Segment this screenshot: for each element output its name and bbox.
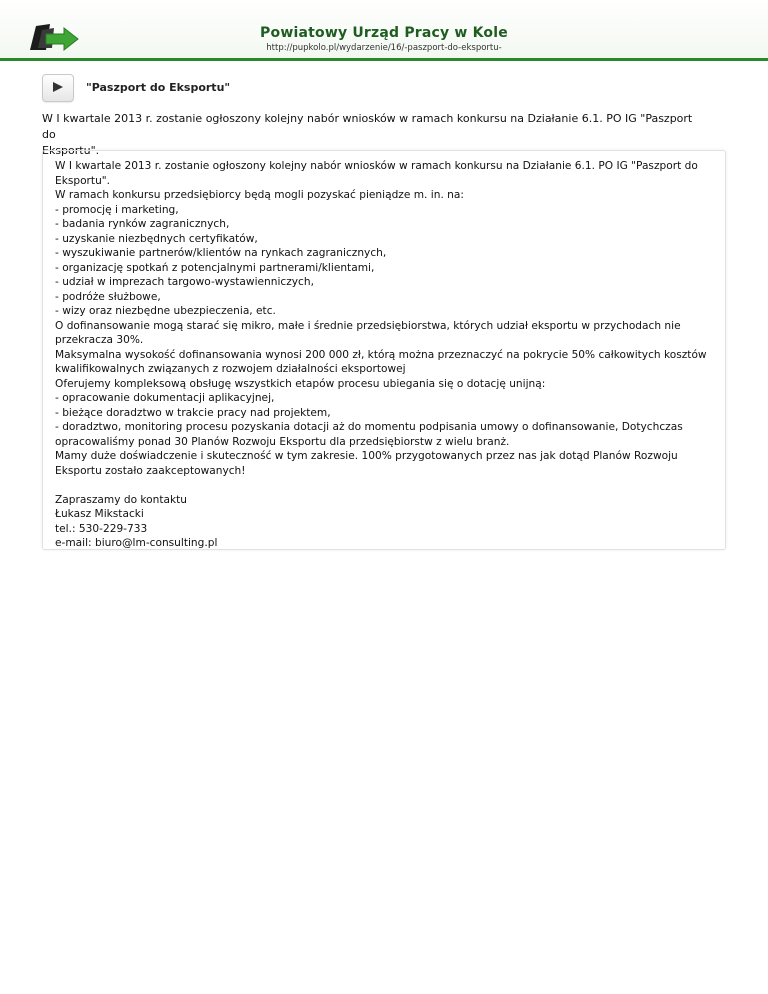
body-line: - doradztwo, monitoring procesu pozyskania dotacji aż do momentu podpisania umowy o dofinansowanie, Dotychczas bbox=[55, 421, 683, 433]
body-line: - udział w imprezach targowo-wystawienniczych, bbox=[55, 276, 314, 288]
body-line: - promocję i marketing, bbox=[55, 203, 179, 216]
body-line: kwalifikowalnych związanych z rozwojem działalności eksportowej bbox=[55, 363, 406, 375]
body-line: - wizy oraz niezbędne ubezpieczenia, etc. bbox=[55, 305, 276, 317]
body-line: - bieżące doradztwo w trakcie pracy nad projektem, bbox=[55, 406, 331, 419]
body-line: przekracza 30%. bbox=[55, 334, 144, 346]
body-line: - podróże służbowe, bbox=[55, 290, 161, 303]
body-line: - badania rynków zagranicznych, bbox=[55, 218, 230, 230]
body-line: Mamy duże doświadczenie i skuteczność w tym zakresie. 100% przygotowanych przez nas jak dotąd Planów Rozwoju bbox=[55, 450, 678, 462]
paragraph-spacer bbox=[55, 478, 713, 493]
body-line: W I kwartale 2013 r. zostanie ogłoszony kolejny nabór wniosków w ramach konkursu na Działanie 6.1. PO IG "Paszport do bbox=[55, 160, 698, 172]
play-arrow-icon bbox=[52, 81, 64, 93]
contact-line: Zapraszamy do kontaktu bbox=[55, 493, 188, 506]
post-content bbox=[42, 150, 726, 550]
contact-email: e-mail: biuro@lm-consulting.pl bbox=[55, 537, 218, 549]
post-arrow-button[interactable] bbox=[42, 74, 74, 102]
body-line: - organizację spotkań z potencjalnymi partnerami/klientami, bbox=[55, 261, 375, 274]
contact-phone: tel.: 530-229-733 bbox=[55, 522, 148, 535]
contact-name: Łukasz Mikstacki bbox=[55, 508, 144, 520]
body-line: Maksymalna wysokość dofinansowania wynosi 200 000 zł, którą można przeznaczyć na pokrycie 50% całkowitych kosztów bbox=[55, 348, 707, 361]
site-header bbox=[0, 0, 768, 61]
body-line: W ramach konkursu przedsiębiorcy będą mogli pozyskać pieniądze m. in. na: bbox=[55, 189, 464, 201]
body-line: opracowaliśmy ponad 30 Planów Rozwoju Eksportu dla przedsiębiorstw z wielu branż. bbox=[55, 435, 510, 448]
intro-line: Eksportu". bbox=[42, 144, 100, 157]
body-line: Oferujemy kompleksową obsługę wszystkich etapów procesu ubiegania się o dotację unijną: bbox=[55, 377, 546, 390]
body-line: Eksportu". bbox=[55, 174, 111, 187]
post-title: "Paszport do Eksportu" bbox=[86, 81, 231, 94]
body-line: - wyszukiwanie partnerów/klientów na rynkach zagranicznych, bbox=[55, 247, 387, 259]
intro-line: W I kwartale 2013 r. zostanie ogłoszony kolejny nabór wniosków w ramach konkursu na Działanie 6.1. PO IG "Paszport do bbox=[42, 112, 693, 141]
site-title: Powiatowy Urząd Pracy w Kole bbox=[260, 25, 508, 41]
body-line: - uzyskanie niezbędnych certyfikatów, bbox=[55, 232, 258, 245]
body-line: O dofinansowanie mogą starać się mikro, małe i średnie przedsiębiorstwa, których udział eksportu w przychodach nie bbox=[55, 319, 681, 332]
body-line: - opracowanie dokumentacji aplikacyjnej, bbox=[55, 392, 275, 404]
body-line: Eksportu zostało zaakceptowanych! bbox=[55, 464, 246, 477]
page-url[interactable]: http://pupkolo.pl/wydarzenie/16/-paszport-do-eksportu- bbox=[266, 43, 502, 53]
